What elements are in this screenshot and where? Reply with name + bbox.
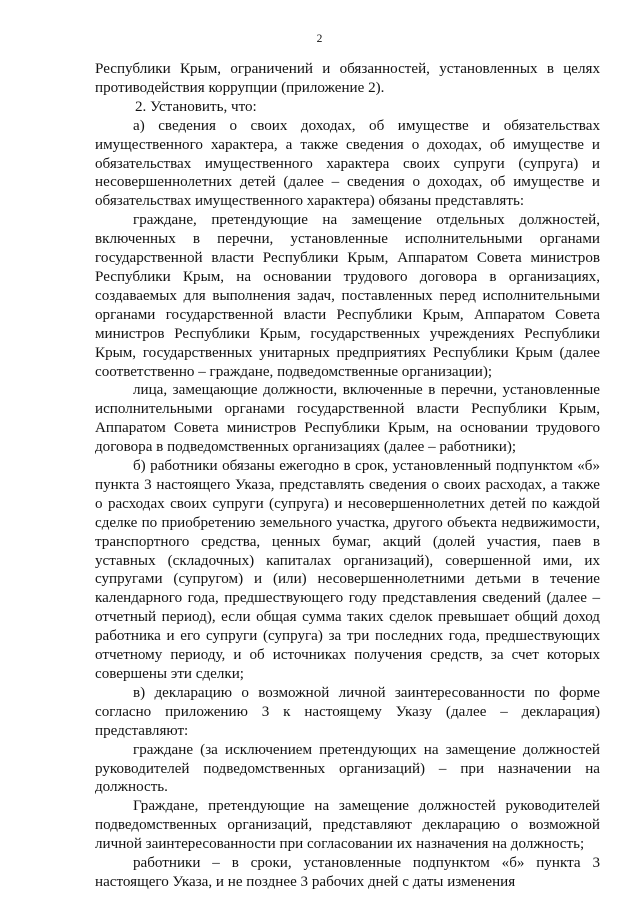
paragraph-item-2: 2. Установить, что: <box>135 98 257 115</box>
paragraph-persons: лица, замещающие должности, включенные в перечни, установленные исполнительными органами государственной власти Республики Крым, Аппаратом Совета министров Республики Крым, на основании трудового договора в подведомственных организациях (далее – работники); <box>95 382 600 456</box>
paragraph-continuation: Республики Крым, ограничений и обязанностей, установленных в целях противодействия коррупции (приложение 2). <box>95 61 600 96</box>
paragraph-subitem-v: в) декларацию о возможной личной заинтересованности по форме согласно приложению 3 к настоящему Указу (далее – декларация) представляют: <box>95 684 600 739</box>
page-number: 2 <box>316 33 323 45</box>
paragraph-citizens: граждане, претендующие на замещение отдельных должностей, включенных в перечни, установленные исполнительными органами государственной власти Республики Крым, Аппаратом Совета министров Республики Крым, на основании трудового договора в организациях, создаваемых для выполнения задач, поставленных перед исполнительными органами государственной власти Республики Крым, Аппаратом Совета министров Республики Крым, государственных учреждениях Республики Крым, государственных унитарных предприятиях Республики Крым (далее соответственно – граждане, подведомственные организации); <box>95 212 600 380</box>
paragraph-subitem-a: а) сведения о своих доходах, об имуществе и обязательствах имущественного характера, а также сведения о доходах, об имуществе и обязательствах имущественного характера своих супруги (супруга) и несовершеннолетних детей (далее – сведения о доходах, об имуществе и обязательствах имущественного характера) обязаны представлять: <box>95 117 600 210</box>
paragraph-citizens-declaration: граждане (за исключением претендующих на замещение должностей руководителей подведомственных организаций) – при назначении на должность. <box>95 741 600 796</box>
paragraph-subitem-b: б) работники обязаны ежегодно в срок, установленный подпунктом «б» пункта 3 настоящего Указа, представлять сведения о своих расходах, а также о расходах своих супруги (супруга) и несовершеннолетних детей по каждой сделке по приобретению земельного участка, другого объекта недвижимости, транспортного средства, ценных бумаг, акций (долей участия, паев в уставных (складочных) капиталах организаций), совершенной ими, их супругами (супругом) и (или) несовершеннолетними детьми в течение календарного года, предшествующего году представления сведений (далее – отчетный период), если общая сумма таких сделок превышает общий доход работника и его супруги (супруга) за три последних года, предшествующих отчетному периоду, и об источниках получения средств, за счет которых совершены эти сделки; <box>95 458 600 682</box>
document-body <box>95 60 600 892</box>
paragraph-heads: Граждане, претендующие на замещение должностей руководителей подведомственных организаций, представляют декларацию о возможной личной заинтересованности при согласовании их назначения на должность; <box>95 798 600 853</box>
paragraph-employees: работники – в сроки, установленные подпунктом «б» пункта 3 настоящего Указа, и не позднее 3 рабочих дней с даты изменения <box>95 855 600 890</box>
